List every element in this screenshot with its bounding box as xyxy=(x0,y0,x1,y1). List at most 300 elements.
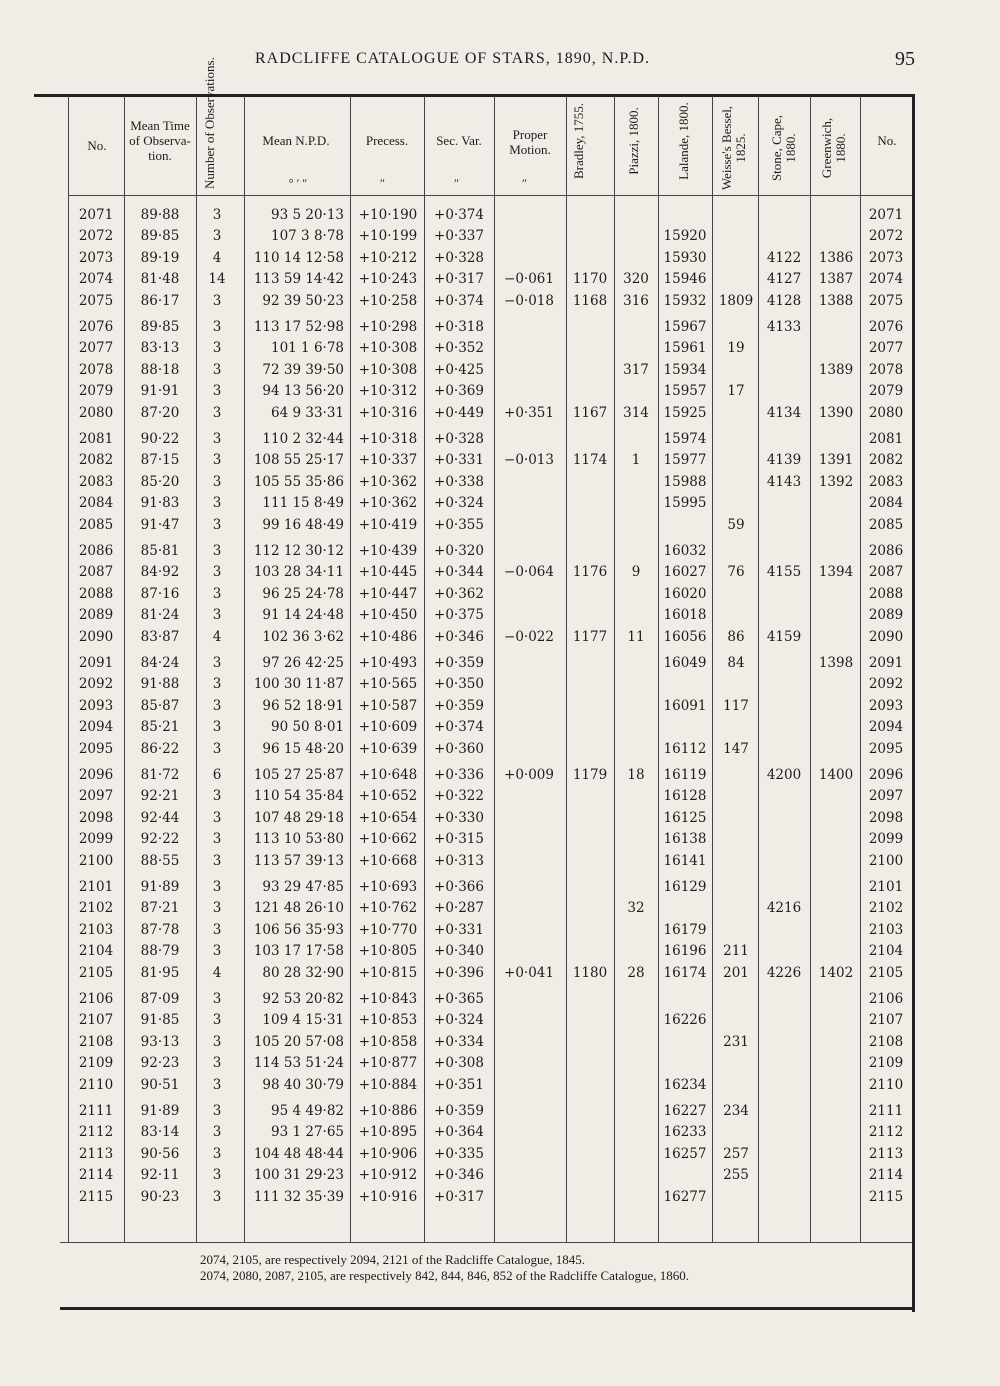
cell-npd: 92 39 50·23 xyxy=(262,292,344,309)
cell-no1: 2105 xyxy=(78,964,114,981)
cell-npd: 99 16 48·49 xyxy=(262,516,344,533)
cell-prc: +10·493 xyxy=(358,655,418,671)
cell-no1: 2086 xyxy=(78,543,114,559)
table-row xyxy=(0,1164,1000,1186)
cell-prc: +10·587 xyxy=(358,697,418,714)
cell-prc: +10·312 xyxy=(358,383,418,400)
cell-sv: +0·334 xyxy=(434,1033,484,1050)
cell-no1: 2095 xyxy=(78,740,114,757)
cell-mt: 87·16 xyxy=(140,585,180,602)
table-row xyxy=(0,673,1000,695)
cell-npd: 113 57 39·13 xyxy=(253,852,344,869)
cell-la: 15995 xyxy=(663,495,707,512)
cell-no1: 2090 xyxy=(78,628,114,645)
cell-prc: +10·316 xyxy=(358,404,418,421)
cell-pz: 28 xyxy=(627,964,645,981)
cell-no1: 2094 xyxy=(78,719,114,736)
cell-no1: 2111 xyxy=(78,1103,114,1119)
cell-la: 16257 xyxy=(663,1145,707,1162)
cell-mt: 83·14 xyxy=(140,1124,180,1141)
cell-we: 59 xyxy=(727,516,745,533)
cell-prc: +10·445 xyxy=(358,564,418,581)
cell-no1: 2071 xyxy=(78,207,114,223)
cell-obs: 3 xyxy=(212,452,222,469)
cell-la: 16179 xyxy=(663,921,707,938)
cell-no2: 2104 xyxy=(868,943,904,960)
cell-no1: 2082 xyxy=(78,452,114,469)
cell-prc: +10·190 xyxy=(358,207,418,223)
cell-prc: +10·662 xyxy=(358,831,418,848)
cell-mt: 89·85 xyxy=(140,228,180,245)
cell-npd: 97 26 42·25 xyxy=(262,655,344,671)
cell-prc: +10·486 xyxy=(358,628,418,645)
cell-no1: 2113 xyxy=(78,1145,114,1162)
cell-no1: 2098 xyxy=(78,809,114,826)
cell-npd: 93 5 20·13 xyxy=(271,207,344,223)
header-rule xyxy=(68,195,912,196)
cell-gr: 1390 xyxy=(818,404,854,421)
cell-prc: +10·906 xyxy=(358,1145,418,1162)
cell-npd: 101 1 6·78 xyxy=(271,340,344,357)
cell-npd: 64 9 33·31 xyxy=(271,404,344,421)
header-no-right: No. xyxy=(877,132,897,148)
cell-npd: 114 53 51·24 xyxy=(253,1055,344,1072)
cell-st: 4216 xyxy=(766,900,802,917)
cell-mt: 90·56 xyxy=(140,1145,180,1162)
cell-no2: 2088 xyxy=(868,585,904,602)
cell-no1: 2081 xyxy=(78,431,114,447)
cell-prc: +10·912 xyxy=(358,1167,418,1184)
table-row xyxy=(0,604,1000,626)
cell-sv: +0·374 xyxy=(434,292,484,309)
cell-la: 15988 xyxy=(663,473,707,490)
cell-sv: +0·374 xyxy=(434,207,484,223)
cell-la: 16234 xyxy=(663,1076,707,1093)
cell-no2: 2079 xyxy=(868,383,904,400)
cell-no2: 2109 xyxy=(868,1055,904,1072)
cell-la: 16032 xyxy=(663,543,707,559)
cell-no2: 2107 xyxy=(868,1012,904,1029)
cell-pz: 320 xyxy=(623,271,649,288)
cell-no1: 2093 xyxy=(78,697,114,714)
cell-sv: +0·324 xyxy=(434,1012,484,1029)
cell-st: 4133 xyxy=(766,319,802,335)
cell-obs: 3 xyxy=(212,473,222,490)
cell-st: 4122 xyxy=(766,249,802,266)
cell-no2: 2105 xyxy=(868,964,904,981)
cell-mt: 87·20 xyxy=(140,404,180,421)
cell-mt: 89·19 xyxy=(140,249,180,266)
cell-mt: 87·21 xyxy=(140,900,180,917)
cell-sv: +0·328 xyxy=(434,431,484,447)
cell-npd: 100 31 29·23 xyxy=(253,1167,344,1184)
cell-obs: 4 xyxy=(212,249,222,266)
cell-sv: +0·320 xyxy=(434,543,484,559)
table-row xyxy=(0,828,1000,850)
cell-sv: +0·318 xyxy=(434,319,484,335)
cell-npd: 95 4 49·82 xyxy=(271,1103,344,1119)
table-row xyxy=(0,225,1000,247)
table-row xyxy=(0,247,1000,269)
cell-no1: 2110 xyxy=(78,1076,114,1093)
cell-prc: +10·318 xyxy=(358,431,418,447)
cell-no2: 2073 xyxy=(868,249,904,266)
cell-no2: 2096 xyxy=(868,767,904,783)
cell-npd: 94 13 56·20 xyxy=(262,383,344,400)
cell-no1: 2085 xyxy=(78,516,114,533)
cell-pm: −0·061 xyxy=(504,271,554,288)
cell-no1: 2104 xyxy=(78,943,114,960)
cell-obs: 6 xyxy=(212,767,222,783)
cell-sv: +0·340 xyxy=(434,943,484,960)
cell-la: 16226 xyxy=(663,1012,707,1029)
cell-st: 4226 xyxy=(766,964,802,981)
cell-obs: 3 xyxy=(212,404,222,421)
cell-mt: 86·17 xyxy=(140,292,180,309)
cell-npd: 106 56 35·93 xyxy=(253,921,344,938)
cell-obs: 3 xyxy=(212,852,222,869)
table-row xyxy=(0,897,1000,919)
cell-prc: +10·770 xyxy=(358,921,418,938)
cell-we: 257 xyxy=(723,1145,749,1162)
cell-prc: +10·762 xyxy=(358,900,418,917)
cell-obs: 4 xyxy=(212,628,222,645)
cell-no2: 2095 xyxy=(868,740,904,757)
cell-gr: 1394 xyxy=(818,564,854,581)
cell-la: 16277 xyxy=(663,1188,707,1205)
cell-obs: 3 xyxy=(212,1103,222,1119)
cell-prc: +10·693 xyxy=(358,879,418,895)
cell-npd: 92 53 20·82 xyxy=(262,991,344,1007)
cell-prc: +10·258 xyxy=(358,292,418,309)
cell-la: 16027 xyxy=(663,564,707,581)
cell-la: 15967 xyxy=(663,319,707,335)
table-row xyxy=(0,850,1000,872)
cell-obs: 3 xyxy=(212,991,222,1007)
cell-we: 1809 xyxy=(718,292,754,309)
cell-st: 4143 xyxy=(766,473,802,490)
cell-sv: +0·449 xyxy=(434,404,484,421)
precess-unit: ″ xyxy=(380,176,385,190)
footnote-rule xyxy=(60,1242,912,1243)
cell-la: 16119 xyxy=(663,767,707,783)
cell-no2: 2083 xyxy=(868,473,904,490)
cell-we: 147 xyxy=(723,740,749,757)
cell-no2: 2085 xyxy=(868,516,904,533)
cell-obs: 4 xyxy=(212,964,222,981)
cell-pz: 1 xyxy=(631,452,641,469)
cell-sv: +0·359 xyxy=(434,655,484,671)
cell-no1: 2107 xyxy=(78,1012,114,1029)
cell-mt: 84·24 xyxy=(140,655,180,671)
cell-prc: +10·815 xyxy=(358,964,418,981)
cell-sv: +0·331 xyxy=(434,921,484,938)
cell-la: 15925 xyxy=(663,404,707,421)
table-row xyxy=(0,268,1000,290)
secvar-unit: ″ xyxy=(454,176,459,190)
table-row xyxy=(0,919,1000,941)
cell-prc: +10·450 xyxy=(358,607,418,624)
table-row xyxy=(0,1052,1000,1074)
cell-sv: +0·335 xyxy=(434,1145,484,1162)
cell-no2: 2103 xyxy=(868,921,904,938)
table-row xyxy=(0,540,1000,562)
cell-no1: 2109 xyxy=(78,1055,114,1072)
cell-mt: 93·13 xyxy=(140,1033,180,1050)
cell-pz: 18 xyxy=(627,767,645,783)
table-row xyxy=(0,1143,1000,1165)
cell-no2: 2093 xyxy=(868,697,904,714)
cell-sv: +0·317 xyxy=(434,1188,484,1205)
cell-mt: 85·81 xyxy=(140,543,180,559)
cell-br: 1180 xyxy=(572,964,608,981)
header-lalande: Lalande, 1800. xyxy=(676,102,691,180)
header-bradley: Bradley, 1755. xyxy=(571,102,586,180)
cell-mt: 90·23 xyxy=(140,1188,180,1205)
cell-la: 16129 xyxy=(663,879,707,895)
cell-no1: 2088 xyxy=(78,585,114,602)
table-row xyxy=(0,1186,1000,1208)
table-row xyxy=(0,1121,1000,1143)
cell-obs: 3 xyxy=(212,431,222,447)
cell-obs: 3 xyxy=(212,495,222,512)
table-row xyxy=(0,807,1000,829)
cell-sv: +0·308 xyxy=(434,1055,484,1072)
cell-la: 16049 xyxy=(663,655,707,671)
cell-no2: 2094 xyxy=(868,719,904,736)
cell-la: 16128 xyxy=(663,788,707,805)
cell-prc: +10·199 xyxy=(358,228,418,245)
cell-obs: 14 xyxy=(208,271,226,288)
cell-no1: 2091 xyxy=(78,655,114,671)
cell-la: 16020 xyxy=(663,585,707,602)
cell-npd: 111 32 35·39 xyxy=(253,1188,344,1205)
cell-prc: +10·648 xyxy=(358,767,418,783)
cell-obs: 3 xyxy=(212,1124,222,1141)
cell-no1: 2078 xyxy=(78,361,114,378)
cell-we: 234 xyxy=(723,1103,749,1119)
cell-npd: 107 48 29·18 xyxy=(253,809,344,826)
cell-br: 1174 xyxy=(572,452,608,469)
running-head xyxy=(0,50,1000,74)
table-row xyxy=(0,380,1000,402)
table-row xyxy=(0,428,1000,450)
cell-npd: 110 54 35·84 xyxy=(253,788,344,805)
cell-npd: 112 12 30·12 xyxy=(253,543,344,559)
cell-prc: +10·362 xyxy=(358,473,418,490)
cell-obs: 3 xyxy=(212,740,222,757)
cell-prc: +10·439 xyxy=(358,543,418,559)
cell-no2: 2078 xyxy=(868,361,904,378)
cell-obs: 3 xyxy=(212,1076,222,1093)
cell-sv: +0·337 xyxy=(434,228,484,245)
cell-we: 211 xyxy=(723,943,749,960)
table-row xyxy=(0,290,1000,312)
cell-we: 76 xyxy=(727,564,745,581)
cell-gr: 1402 xyxy=(818,964,854,981)
cell-obs: 3 xyxy=(212,921,222,938)
table-row xyxy=(0,583,1000,605)
header-sec-var: Sec. Var. xyxy=(436,132,482,148)
cell-no2: 2097 xyxy=(868,788,904,805)
cell-no1: 2097 xyxy=(78,788,114,805)
cell-obs: 3 xyxy=(212,543,222,559)
cell-gr: 1400 xyxy=(818,767,854,783)
cell-gr: 1391 xyxy=(818,452,854,469)
cell-sv: +0·359 xyxy=(434,697,484,714)
cell-no1: 2072 xyxy=(78,228,114,245)
cell-obs: 3 xyxy=(212,676,222,693)
cell-prc: +10·639 xyxy=(358,740,418,757)
cell-no2: 2102 xyxy=(868,900,904,917)
cell-no1: 2101 xyxy=(78,879,114,895)
cell-obs: 3 xyxy=(212,1188,222,1205)
footnote: 2074, 2080, 2087, 2105, are respectively 842, 844, 846, 852 of the Radcliffe Catalogue, 1860. xyxy=(200,1268,689,1283)
cell-pz: 32 xyxy=(627,900,645,917)
cell-no2: 2092 xyxy=(868,676,904,693)
cell-sv: +0·364 xyxy=(434,1124,484,1141)
cell-no2: 2099 xyxy=(868,831,904,848)
cell-no2: 2098 xyxy=(868,809,904,826)
cell-npd: 105 20 57·08 xyxy=(253,1033,344,1050)
cell-we: 231 xyxy=(723,1033,749,1050)
cell-la: 15974 xyxy=(663,431,707,447)
table-row xyxy=(0,514,1000,536)
cell-la: 15930 xyxy=(663,249,707,266)
cell-prc: +10·886 xyxy=(358,1103,418,1119)
cell-mt: 92·44 xyxy=(140,809,180,826)
cell-obs: 3 xyxy=(212,788,222,805)
cell-sv: +0·331 xyxy=(434,452,484,469)
cell-no1: 2075 xyxy=(78,292,114,309)
cell-pm: +0·351 xyxy=(504,404,554,421)
cell-no2: 2106 xyxy=(868,991,904,1007)
cell-no2: 2090 xyxy=(868,628,904,645)
cell-mt: 91·91 xyxy=(140,383,180,400)
cell-la: 16056 xyxy=(663,628,707,645)
footnote: 2074, 2105, are respectively 2094, 2121 of the Radcliffe Catalogue, 1845. xyxy=(200,1252,585,1267)
cell-sv: +0·344 xyxy=(434,564,484,581)
cell-gr: 1392 xyxy=(818,473,854,490)
page-number: 95 xyxy=(895,48,915,70)
cell-st: 4155 xyxy=(766,564,802,581)
cell-npd: 96 25 24·78 xyxy=(262,585,344,602)
cell-npd: 102 36 3·62 xyxy=(262,628,344,645)
cell-la: 15920 xyxy=(663,228,707,245)
cell-sv: +0·338 xyxy=(434,473,484,490)
cell-no1: 2102 xyxy=(78,900,114,917)
table-row xyxy=(0,652,1000,674)
cell-pm: −0·064 xyxy=(504,564,554,581)
cell-no2: 2114 xyxy=(868,1167,904,1184)
cell-obs: 3 xyxy=(212,1012,222,1029)
cell-no2: 2112 xyxy=(868,1124,904,1141)
cell-mt: 84·92 xyxy=(140,564,180,581)
cell-br: 1179 xyxy=(572,767,608,783)
cell-pz: 11 xyxy=(627,628,645,645)
cell-sv: +0·360 xyxy=(434,740,484,757)
cell-mt: 85·87 xyxy=(140,697,180,714)
cell-st: 4200 xyxy=(766,767,802,783)
cell-mt: 88·55 xyxy=(140,852,180,869)
cell-no1: 2079 xyxy=(78,383,114,400)
cell-prc: +10·652 xyxy=(358,788,418,805)
table-row xyxy=(0,695,1000,717)
cell-br: 1168 xyxy=(572,292,608,309)
table-row xyxy=(0,449,1000,471)
cell-obs: 3 xyxy=(212,361,222,378)
cell-obs: 3 xyxy=(212,1033,222,1050)
cell-npd: 104 48 48·44 xyxy=(253,1145,344,1162)
cell-la: 16141 xyxy=(663,852,707,869)
cell-no1: 2084 xyxy=(78,495,114,512)
cell-npd: 72 39 39·50 xyxy=(262,361,344,378)
cell-sv: +0·313 xyxy=(434,852,484,869)
cell-br: 1167 xyxy=(572,404,608,421)
table-row xyxy=(0,1074,1000,1096)
cell-st: 4139 xyxy=(766,452,802,469)
cell-mt: 83·13 xyxy=(140,340,180,357)
cell-no2: 2081 xyxy=(868,431,904,447)
cell-no1: 2089 xyxy=(78,607,114,624)
cell-npd: 111 15 8·49 xyxy=(262,495,344,512)
cell-sv: +0·346 xyxy=(434,628,484,645)
cell-prc: +10·308 xyxy=(358,361,418,378)
cell-obs: 3 xyxy=(212,831,222,848)
cell-pz: 317 xyxy=(623,361,649,378)
cell-obs: 3 xyxy=(212,516,222,533)
cell-prc: +10·805 xyxy=(358,943,418,960)
cell-npd: 100 30 11·87 xyxy=(253,676,344,693)
cell-sv: +0·374 xyxy=(434,719,484,736)
cell-npd: 113 59 14·42 xyxy=(253,271,344,288)
cell-obs: 3 xyxy=(212,1145,222,1162)
cell-prc: +10·419 xyxy=(358,516,418,533)
cell-prc: +10·362 xyxy=(358,495,418,512)
cell-no1: 2108 xyxy=(78,1033,114,1050)
cell-obs: 3 xyxy=(212,292,222,309)
cell-la: 15946 xyxy=(663,271,707,288)
cell-sv: +0·359 xyxy=(434,1103,484,1119)
cell-pm: −0·022 xyxy=(504,628,554,645)
cell-obs: 3 xyxy=(212,655,222,671)
cell-no1: 2115 xyxy=(78,1188,114,1205)
header-precess: Precess. xyxy=(365,132,409,148)
cell-mt: 87·78 xyxy=(140,921,180,938)
cell-no2: 2076 xyxy=(868,319,904,335)
cell-obs: 3 xyxy=(212,943,222,960)
cell-br: 1176 xyxy=(572,564,608,581)
cell-prc: +10·843 xyxy=(358,991,418,1007)
cell-la: 16112 xyxy=(663,740,707,757)
cell-obs: 3 xyxy=(212,1055,222,1072)
cell-mt: 89·88 xyxy=(140,207,180,223)
cell-we: 201 xyxy=(723,964,749,981)
cell-mt: 85·21 xyxy=(140,719,180,736)
table-row xyxy=(0,962,1000,984)
cell-sv: +0·287 xyxy=(434,900,484,917)
cell-pz: 9 xyxy=(631,564,641,581)
cell-prc: +10·877 xyxy=(358,1055,418,1072)
header-mean-npd: Mean N.P.D. xyxy=(262,132,330,148)
cell-no2: 2089 xyxy=(868,607,904,624)
cell-gr: 1388 xyxy=(818,292,854,309)
cell-npd: 93 29 47·85 xyxy=(262,879,344,895)
cell-prc: +10·858 xyxy=(358,1033,418,1050)
cell-prc: +10·337 xyxy=(358,452,418,469)
cell-no1: 2074 xyxy=(78,271,114,288)
cell-no1: 2087 xyxy=(78,564,114,581)
